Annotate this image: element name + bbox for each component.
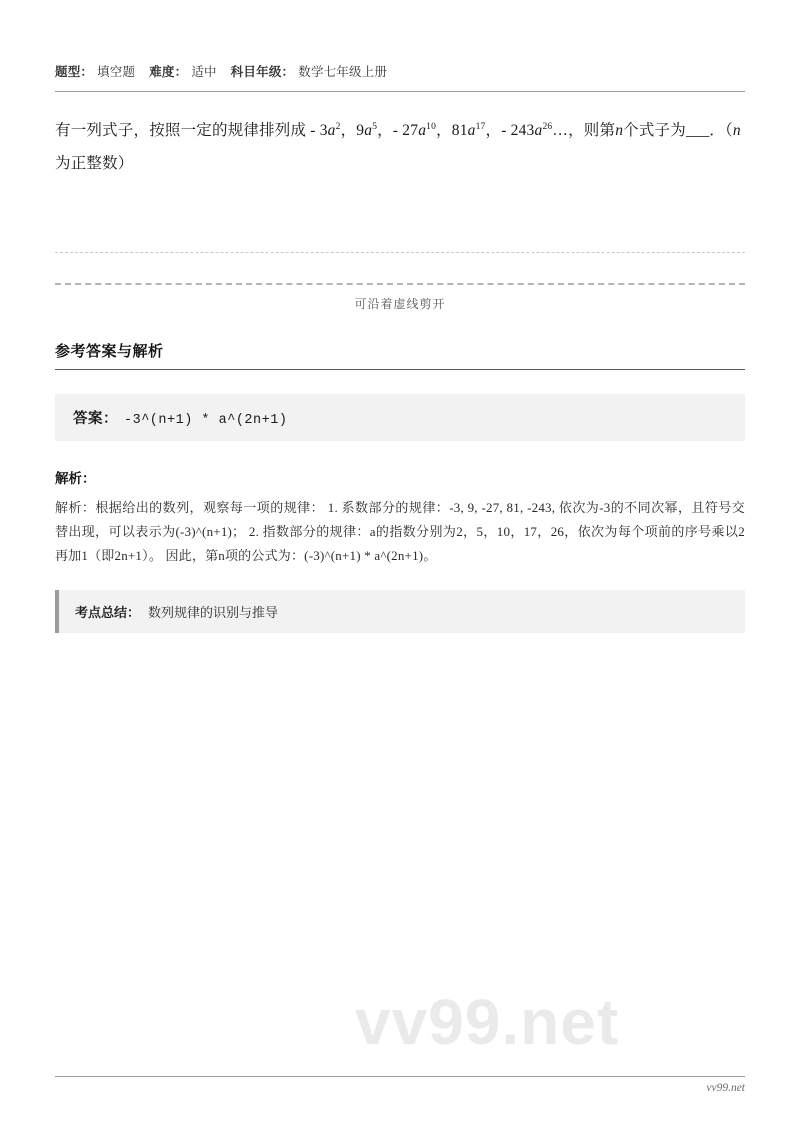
question-bottom-divider (55, 252, 745, 253)
question-n-italic-2: n (732, 122, 741, 139)
term-1-base: a (327, 122, 336, 139)
term-4 (452, 122, 486, 139)
answer-section-title: 参考答案与解析 (55, 344, 164, 360)
analysis-body: 解析：根据给出的数列，观察每一项的规律： 1. 系数部分的规律：-3, 9, -27, 81, -243, 依次为-3的不同次幂，且符号交替出现，可以表示为(-3)^(n+1)； 2. 指数部分的规律：a的指数分别为2，5，10，17，26，依次为每个项前的序号乘以2再加1（即2n+1）。 因此，第n项的公式为：(-3)^(n+1) * a^(2n+1)。 (55, 500, 745, 563)
meta-difficulty-label: 难度： (149, 65, 188, 79)
key-point-summary-box (55, 590, 745, 633)
summary-text: 数列规律的识别与推导 (148, 605, 279, 620)
term-3-coef: - 27 (392, 122, 419, 139)
term-5-base: a (534, 122, 543, 139)
meta-type-value: 填空题 (97, 65, 136, 79)
term-4-coef: 81 (451, 122, 468, 139)
term-3 (393, 122, 436, 139)
meta-difficulty-value: 适中 (191, 65, 217, 79)
analysis-title: 解析： (55, 471, 96, 486)
question-meta (55, 62, 745, 80)
footer-text: vv99.net (706, 1082, 745, 1094)
answer-box (55, 394, 745, 441)
term-1-coef: - 3 (310, 122, 328, 139)
meta-subject-label: 科目年级： (230, 65, 295, 79)
cut-dashed-line (55, 283, 745, 285)
meta-subject-value: 数学七年级上册 (298, 65, 388, 79)
question-blank: ___ (685, 122, 710, 139)
term-1-exp: 2 (335, 121, 341, 132)
header-divider (55, 91, 745, 92)
term-2-base: a (364, 122, 373, 139)
cut-label: 可沿着虚线剪开 (354, 297, 446, 311)
term-2-coef: 9 (356, 122, 365, 139)
answer-value: -3^(n+1) * a^(2n+1) (124, 413, 288, 428)
watermark: vv99.net (355, 986, 620, 1058)
term-4-base: a (467, 122, 476, 139)
term-2-exp: 5 (372, 121, 378, 132)
term-4-exp: 17 (475, 121, 486, 132)
answer-label: 答案： (73, 411, 118, 427)
question-text: 有一列式子，按照一定的规律排列成 - $3a^2$，$9a^5$，- $27a^{10}$，$81a^{17}$，- $243a^{26}\dots$，则第n个式子为___．（n为正整数） (55, 121, 741, 172)
question-part-3: 个式子为 (623, 122, 686, 139)
question-part-2: ，则第 (568, 122, 616, 139)
term-5-coef: - 243 (501, 122, 535, 139)
summary-label: 考点总结： (75, 605, 141, 620)
meta-type-label: 题型： (55, 65, 94, 79)
footer-divider (55, 1076, 745, 1077)
term-5 (501, 122, 552, 139)
term-3-base: a (418, 122, 427, 139)
question-part-4: ．（ (709, 122, 733, 139)
term-3-exp: 10 (426, 121, 437, 132)
answer-section-rule (55, 369, 745, 370)
question-n-italic: n (615, 122, 624, 139)
term-5-exp: 26 (542, 121, 553, 132)
question-part-5: 为正整数） (55, 155, 134, 172)
term-2 (356, 122, 377, 139)
term-1 (306, 122, 340, 139)
question-part-1: 有一列式子，按照一定的规律排列成 (55, 122, 307, 139)
